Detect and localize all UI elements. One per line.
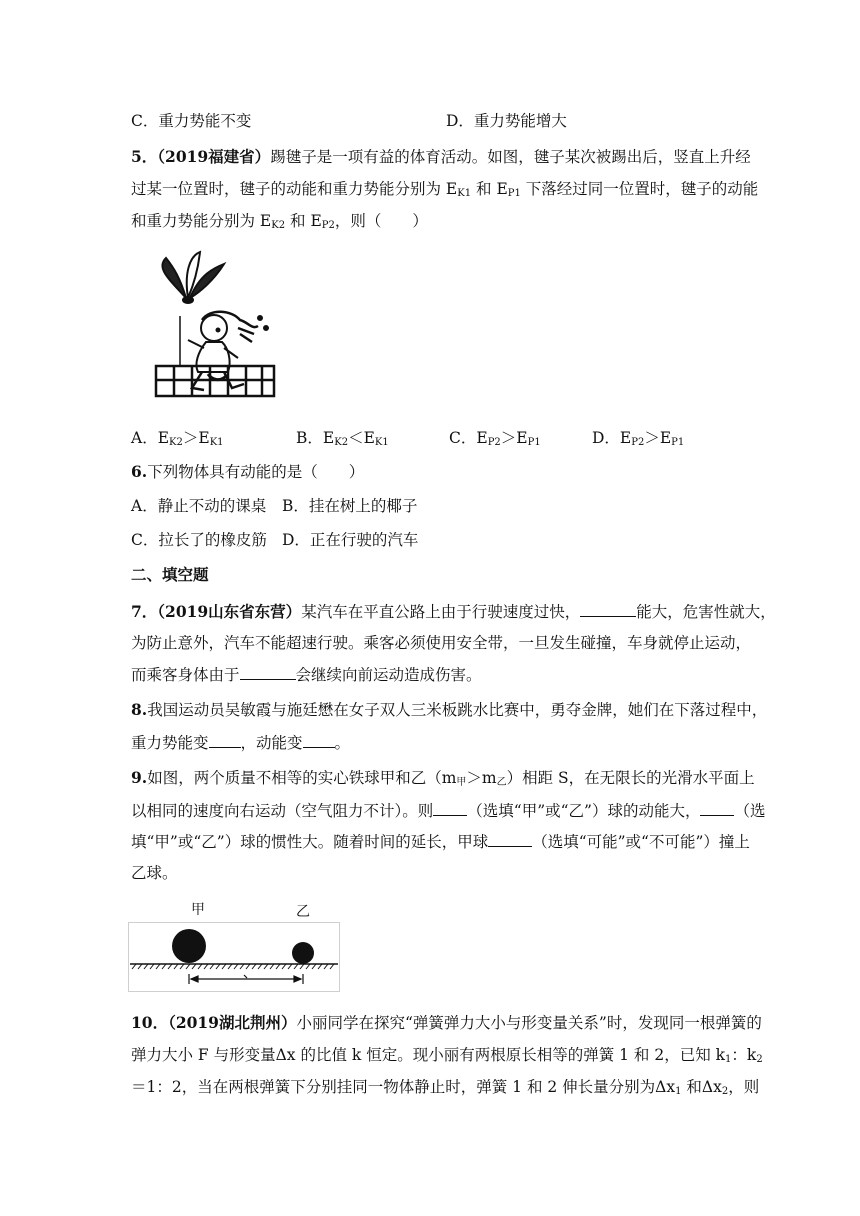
section-title: 二、填空题 xyxy=(131,565,209,584)
q10-line2 xyxy=(131,1044,763,1071)
q10-text: 和Δx xyxy=(681,1078,722,1096)
q8-line2 xyxy=(131,731,350,754)
q7-text: 而乘客身体由于 xyxy=(131,666,240,684)
q8-text: 。 xyxy=(334,734,351,752)
q5-option-b xyxy=(296,427,389,454)
option-text: C．E xyxy=(449,429,488,447)
q10-text: ，则 xyxy=(728,1078,760,1096)
option-text: D．E xyxy=(592,429,632,447)
q7-source: （2019山东省东营） xyxy=(157,602,302,621)
q10-line1 xyxy=(131,1012,762,1034)
q8-line1 xyxy=(131,699,767,721)
q10-source: （2019湖北荆州） xyxy=(168,1013,297,1032)
q8-text: 我国运动员吴敏霞与施廷懋在女子双人三米板跳水比赛中，勇夺金牌，她们在下落过程中， xyxy=(147,701,768,719)
q5-number: 5． xyxy=(131,147,158,166)
q7-line2: 为防止意外，汽车不能超速行驶。乘客必须使用安全带，一旦发生碰撞，车身就停止运动， xyxy=(131,634,752,652)
q10-number: 10． xyxy=(131,1013,169,1032)
answer-blank[interactable] xyxy=(240,663,296,680)
subscript: P2 xyxy=(631,437,645,448)
subscript: 1 xyxy=(675,1086,682,1097)
q9-number: 9. xyxy=(131,768,148,787)
q9-line4: 乙球。 xyxy=(131,864,178,882)
q10-text: ＝1：2，当在两根弹簧下分别挂同一物体静止时，弹簧 1 和 2 伸长量分别为Δx xyxy=(131,1078,676,1096)
q4-option-c: C．重力势能不变 xyxy=(131,112,252,130)
answer-blank[interactable] xyxy=(209,731,241,748)
q9-line2 xyxy=(131,799,765,822)
subscript: P2 xyxy=(487,437,501,448)
subscript: 1 xyxy=(725,1054,732,1065)
q8-text: ，动能变 xyxy=(240,734,303,752)
subscript: 2 xyxy=(721,1086,729,1097)
q5-text: 和重力势能分别为 E xyxy=(131,212,272,230)
shuttlecock-kick-figure xyxy=(148,248,280,400)
q7-text: 会继续向前运动造成伤害。 xyxy=(295,666,482,684)
q5-line1 xyxy=(131,146,751,168)
label-jia: 甲 xyxy=(191,902,205,918)
subscript: K2 xyxy=(271,220,286,231)
answer-blank[interactable] xyxy=(303,731,335,748)
q7-text: 能大，危害性就大， xyxy=(636,603,776,621)
q6-option-c: C．拉长了的橡皮筋 xyxy=(131,531,267,549)
q5-option-a xyxy=(131,427,224,454)
q7-text: 某汽车在平直公路上由于行驶速度过快， xyxy=(301,603,581,621)
q9-line3 xyxy=(131,830,750,853)
q5-option-d xyxy=(592,427,684,454)
q7-line3 xyxy=(131,663,482,686)
label-yi: 乙 xyxy=(296,904,310,920)
q5-text: 和 E xyxy=(285,212,322,230)
q9-text: ＞m xyxy=(466,769,497,787)
q7-number: 7． xyxy=(131,602,158,621)
q5-text: ，则（ ） xyxy=(334,212,428,230)
q9-text: （选填“甲”或“乙”）球的动能大， xyxy=(467,802,701,820)
q5-text: 下落经过同一位置时，毽子的动能 xyxy=(520,180,759,198)
subscript: P1 xyxy=(527,437,541,448)
q10-line3 xyxy=(131,1076,759,1103)
subscript: 甲 xyxy=(456,777,467,788)
answer-blank[interactable] xyxy=(433,799,467,816)
q5-text: 踢毽子是一项有益的体育活动。如图，毽子某次被踢出后，竖直上升经 xyxy=(270,148,751,166)
two-balls-figure xyxy=(128,922,340,992)
q9-text: 填“甲”或“乙”）球的惯性大。随着时间的延长，甲球 xyxy=(131,833,489,851)
q9-text: 以相同的速度向右运动（空气阻力不计）。则 xyxy=(131,802,434,820)
option-text: ＞E xyxy=(182,429,210,447)
q9-text: （选 xyxy=(734,802,766,820)
subscript: P1 xyxy=(671,437,685,448)
q6-option-b: B．挂在树上的椰子 xyxy=(282,497,418,515)
subscript: P2 xyxy=(321,220,335,231)
q5-line3 xyxy=(131,210,428,237)
q5-line2 xyxy=(131,178,758,205)
subscript: K1 xyxy=(374,437,389,448)
ball-yi xyxy=(292,942,314,964)
subscript: K1 xyxy=(209,437,224,448)
subscript: 2 xyxy=(756,1054,763,1065)
answer-blank[interactable] xyxy=(488,830,532,847)
q6-option-d: D．正在行驶的汽车 xyxy=(282,531,419,549)
option-text: A．E xyxy=(131,429,170,447)
q8-number: 8. xyxy=(131,700,148,719)
option-text: ＞E xyxy=(500,429,528,447)
ball-jia xyxy=(172,929,206,963)
subscript: K1 xyxy=(457,188,472,199)
q9-text: 如图，两个质量不相等的实心铁球甲和乙（m xyxy=(147,769,457,787)
answer-blank[interactable] xyxy=(580,600,636,617)
subscript: K2 xyxy=(169,437,183,448)
q5-option-c xyxy=(449,427,541,454)
q9-text: （选填“可能”或“不可能”）撞上 xyxy=(532,833,750,851)
subscript: K2 xyxy=(334,437,349,448)
option-text: B．E xyxy=(296,429,335,447)
q6-stem xyxy=(131,461,364,483)
q10-text: 弹力大小 F 与形变量Δx 的比值 k 恒定。现小丽有两根原长相等的弹簧 1 和 2，已知 k xyxy=(131,1046,726,1064)
option-text: ＜E xyxy=(348,429,375,447)
option-text: ＞E xyxy=(644,429,672,447)
q6-option-a: A．静止不动的课桌 xyxy=(131,497,267,515)
q10-text: 小丽同学在探究“弹簧弹力大小与形变量关系”时，发现同一根弹簧的 xyxy=(296,1014,762,1032)
q6-number: 6. xyxy=(131,462,148,481)
answer-blank[interactable] xyxy=(700,799,734,816)
q5-source: （2019福建省） xyxy=(157,147,271,166)
q7-line1 xyxy=(131,600,776,623)
q9-text: ）相距 S，在无限长的光滑水平面上 xyxy=(506,769,755,787)
subscript: 乙 xyxy=(496,777,507,788)
q9-line1 xyxy=(131,767,755,794)
q6-text: 下列物体具有动能的是（ ） xyxy=(147,463,365,481)
q4-option-d: D．重力势能增大 xyxy=(446,112,567,130)
q8-text: 重力势能变 xyxy=(131,734,209,752)
subscript: P1 xyxy=(507,188,521,199)
q5-text: 和 E xyxy=(471,180,508,198)
q5-text: 过某一位置时，毽子的动能和重力势能分别为 E xyxy=(131,180,458,198)
q10-text: ：k xyxy=(731,1046,757,1064)
